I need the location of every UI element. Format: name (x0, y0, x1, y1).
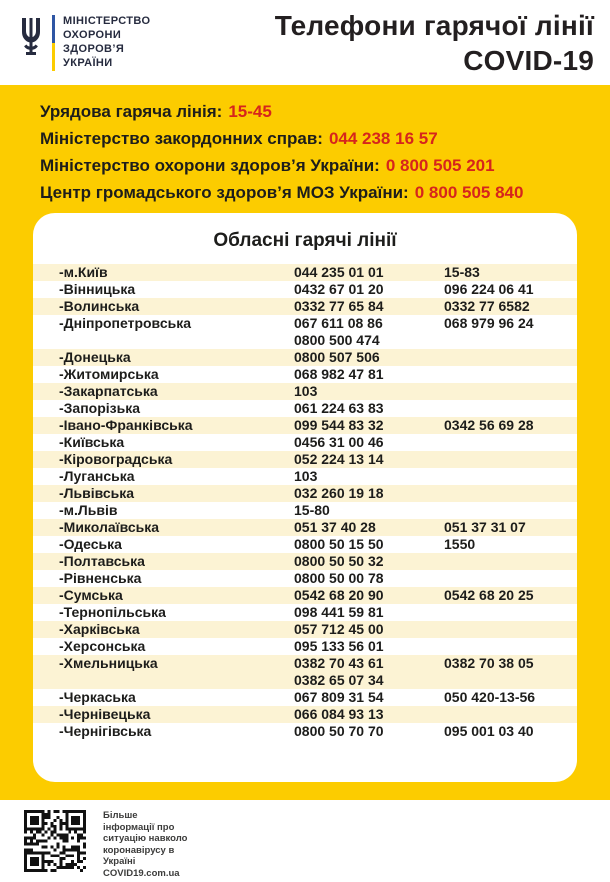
hotline-number: 0 800 505 840 (414, 183, 524, 202)
table-row (33, 383, 577, 400)
region-name: -Рівненська (59, 570, 142, 586)
phone-primary: 103 (294, 468, 318, 484)
table-row (33, 485, 577, 502)
phone-primary: 067 809 31 54 (294, 689, 384, 705)
table-row (33, 519, 577, 536)
hotline-entry (40, 152, 610, 179)
table-row (33, 349, 577, 366)
table-row (33, 553, 577, 570)
phone-primary: 0800 50 00 78 (294, 570, 384, 586)
region-name: -Полтавська (59, 553, 145, 569)
region-name: -Київська (59, 434, 125, 450)
phone-secondary: 095 001 03 40 (444, 723, 534, 739)
phone-secondary: 096 224 06 41 (444, 281, 534, 297)
page-title-line2: COVID-19 (463, 44, 594, 76)
phone-primary: 099 544 83 32 (294, 417, 384, 433)
region-name: -Чернігівська (59, 723, 152, 739)
footer-text-line: COVID19.com.ua (103, 867, 180, 879)
page-title-line1: Телефони гарячої лінії (274, 9, 594, 41)
regional-hotlines-card (33, 213, 577, 782)
region-name: -Кіровоградська (59, 451, 173, 467)
table-row (33, 264, 577, 281)
phone-primary: 057 712 45 00 (294, 621, 384, 637)
footer-text (103, 807, 187, 879)
region-name: -Луганська (59, 468, 135, 484)
ministry-name-line: МІНІСТЕРСТВО (63, 15, 151, 27)
table-row (33, 621, 577, 638)
table-row (33, 417, 577, 434)
table-row (33, 298, 577, 315)
table-row (33, 570, 577, 587)
table-row (33, 468, 577, 485)
region-name: -Харківська (59, 621, 140, 637)
poster-body (0, 85, 610, 800)
region-name: -Львівська (59, 485, 135, 501)
hotline-table (33, 264, 577, 740)
hotline-entry (40, 125, 610, 152)
phone-primary: 103 (294, 383, 318, 399)
ministry-logo (18, 14, 150, 71)
table-row (33, 587, 577, 604)
table-row (33, 638, 577, 655)
phone-primary: 0432 67 01 20 (294, 281, 384, 297)
phone-primary: 0332 77 65 84 (294, 298, 384, 314)
ministry-name (63, 14, 150, 70)
table-row (33, 400, 577, 417)
table-row (33, 604, 577, 621)
ministry-name-line: ЗДОРОВ’Я (63, 43, 125, 55)
region-name: -Вінницька (59, 281, 136, 297)
phone-primary: 032 260 19 18 (294, 485, 384, 501)
hotline-label: Центр громадського здоров’я МОЗ України: (40, 183, 409, 202)
region-name: -Закарпатська (59, 383, 158, 399)
region-name: -Чернівецька (59, 706, 151, 722)
footer-text-line: Більше (103, 810, 138, 821)
hotline-number: 044 238 16 57 (328, 129, 438, 148)
header (0, 0, 610, 85)
footer-text-line: інформації про (103, 821, 175, 833)
table-row (33, 502, 577, 519)
flag-divider (52, 15, 55, 71)
region-name: -Івано-Франківська (59, 417, 193, 433)
table-row (33, 451, 577, 468)
region-name: -Одеська (59, 536, 122, 552)
ministry-name-line: ОХОРОНИ (63, 29, 122, 41)
footer-text-line: коронавірусу в (103, 844, 175, 856)
phone-primary: 068 982 47 81 (294, 366, 384, 382)
card-title: Обласні гарячі лінії (213, 230, 397, 251)
phone-primary: 0800 50 50 32 (294, 553, 384, 569)
region-name: -Донецька (59, 349, 131, 365)
table-row (33, 706, 577, 723)
phone-secondary: 0382 70 38 05 (444, 655, 534, 671)
phone-primary: 051 37 40 28 (294, 519, 376, 535)
table-row (33, 366, 577, 383)
phone-secondary: 1550 (444, 536, 476, 552)
region-name: -Херсонська (59, 638, 146, 654)
hotline-label: Міністерство закордонних справ: (40, 129, 323, 148)
table-row (33, 689, 577, 706)
phone-primary-extra: 0382 65 07 34 (294, 672, 384, 688)
phone-primary: 0800 50 70 70 (294, 723, 384, 739)
national-hotlines (0, 98, 610, 206)
phone-primary-extra: 0800 500 474 (294, 332, 380, 348)
region-name: -Житомирська (59, 366, 159, 382)
phone-secondary: 050 420-13-56 (444, 689, 536, 705)
phone-primary: 061 224 63 83 (294, 400, 384, 416)
table-row (33, 655, 577, 689)
hotline-label: Урядова гаряча лінія: (40, 102, 223, 121)
phone-secondary: 0332 77 6582 (444, 298, 530, 314)
flag-yellow-segment (52, 43, 55, 71)
phone-secondary: 0342 56 69 28 (444, 417, 534, 433)
phone-secondary: 0542 68 20 25 (444, 587, 534, 603)
page-title (275, 8, 594, 78)
hotline-label: Міністерство охорони здоров’я України: (40, 156, 380, 175)
table-row (33, 281, 577, 298)
hotline-number: 15-45 (228, 102, 272, 121)
region-name: -м.Львів (59, 502, 118, 518)
phone-primary: 0456 31 00 46 (294, 434, 384, 450)
region-name: -м.Київ (59, 264, 108, 280)
phone-primary: 067 611 08 86 0800 500 474 (294, 315, 444, 349)
phone-primary: 15-80 (294, 502, 330, 518)
phone-secondary: 068 979 96 24 (444, 315, 534, 331)
region-name: -Дніпропетровська (59, 315, 192, 331)
phone-primary: 0382 70 43 61 0382 65 07 34 (294, 655, 444, 689)
table-row (33, 723, 577, 740)
region-name: -Хмельницька (59, 655, 158, 671)
ministry-name-line: УКРАЇНИ (63, 57, 113, 69)
phone-primary: 098 441 59 81 (294, 604, 384, 620)
footer-text-line: Україні (103, 856, 136, 867)
phone-secondary: 15-83 (444, 264, 480, 280)
phone-primary: 066 084 93 13 (294, 706, 384, 722)
table-row (33, 315, 577, 349)
region-name: -Волинська (59, 298, 140, 314)
phone-primary: 052 224 13 14 (294, 451, 384, 467)
region-name: -Миколаївська (59, 519, 160, 535)
region-name: -Запорізька (59, 400, 141, 416)
phone-primary: 0542 68 20 90 (294, 587, 384, 603)
footer-text-line: ситуацію навколо (103, 833, 188, 844)
hotline-number: 0 800 505 201 (385, 156, 495, 175)
table-row (33, 434, 577, 451)
hotline-entry (40, 98, 610, 125)
phone-secondary: 051 37 31 07 (444, 519, 526, 535)
phone-primary: 0800 50 15 50 (294, 536, 384, 552)
phone-primary: 0800 507 506 (294, 349, 380, 365)
region-name: -Сумська (59, 587, 123, 603)
phone-primary: 044 235 01 01 (294, 264, 384, 280)
flag-blue-segment (52, 15, 55, 43)
qr-code (24, 810, 86, 872)
table-row (33, 536, 577, 553)
region-name: -Тернопільська (59, 604, 166, 620)
hotline-entry (40, 179, 610, 206)
trident-icon (18, 17, 44, 55)
footer (0, 800, 610, 882)
phone-primary: 095 133 56 01 (294, 638, 384, 654)
region-name: -Черкаська (59, 689, 136, 705)
